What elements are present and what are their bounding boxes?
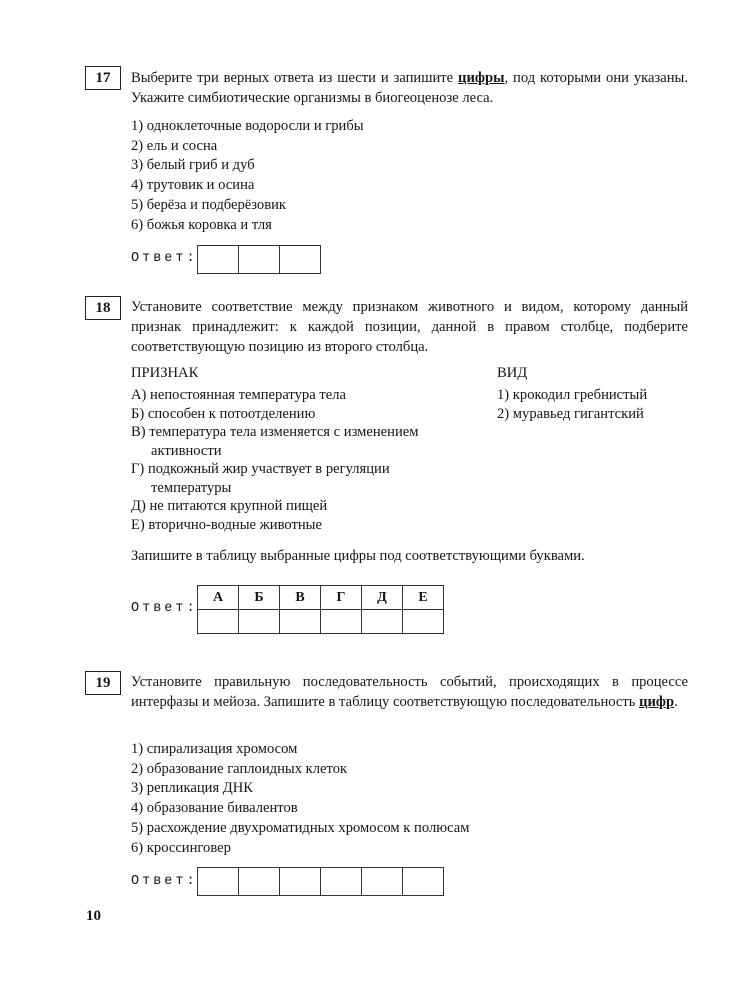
question-19-text	[131, 672, 688, 712]
question-text-part: Установите правильную последовательность событий, происходящих в процессе интерфазы и мейоза. Запишите в таблицу соответствующую последовательность	[131, 674, 688, 710]
answer-label: Ответ:	[131, 251, 198, 266]
criterion-item: Б) способен к потоотделению	[131, 405, 316, 422]
option: 3) белый гриб и дуб	[131, 157, 255, 174]
question-text-part: .	[674, 694, 678, 710]
answer-boxes-19	[197, 867, 444, 896]
option: 5) берёза и подберёзовик	[131, 196, 287, 213]
answer-cell[interactable]	[362, 868, 403, 896]
answer-label: Ответ:	[131, 601, 198, 616]
table-header-cell: Б	[239, 586, 280, 610]
species-item: 1) крокодил гребнистый	[497, 387, 648, 403]
option: 6) кроссинговер	[131, 839, 231, 856]
left-column-header: ПРИЗНАК	[131, 365, 199, 381]
table-header-cell: Е	[403, 586, 444, 610]
table-header-cell: Г	[321, 586, 362, 610]
answer-cell[interactable]	[198, 610, 239, 634]
right-column-header: ВИД	[497, 365, 528, 381]
criterion-item: Д) не питаются крупной пищей	[131, 498, 328, 514]
answer-cell[interactable]	[321, 868, 362, 896]
question-17-number: 17	[85, 66, 121, 90]
answer-boxes-17	[197, 245, 321, 274]
option: 4) трутовик и осина	[131, 177, 255, 194]
question-19-number: 19	[85, 671, 121, 695]
table-header-cell: А	[198, 586, 239, 610]
option: 4) образование бивалентов	[131, 800, 298, 817]
criterion-item: А) непостоянная температура тела	[131, 387, 346, 403]
question-text-part: Выберите три верных ответа из шести и запишите	[131, 70, 459, 86]
answer-cell[interactable]	[239, 246, 280, 274]
question-18-number: 18	[85, 296, 121, 320]
species-item: 2) муравьед гигантский	[497, 405, 644, 422]
answer-cell[interactable]	[403, 610, 444, 634]
criterion-item: В) температура тела изменяется с изменением активности	[131, 424, 419, 459]
question-18-text: Установите соответствие между признаком животного и видом, которому данный признак принадлежит: к каждой позиции, данной в правом столбце, подберите соответствующую позицию из второго столбца.	[131, 299, 688, 355]
table-instruction: Запишите в таблицу выбранные цифры под соответствующими буквами.	[131, 548, 585, 564]
question-17-options	[131, 117, 364, 235]
answer-cell[interactable]	[198, 868, 239, 896]
criterion-item: Г) подкожный жир участвует в регуляции температуры	[131, 461, 390, 496]
question-text-part: , под которыми они указаны. Укажите симбиотические организмы в биогеоценозе леса.	[131, 70, 688, 106]
answer-table-18	[197, 585, 444, 634]
option: 5) расхождение двухроматидных хромосом к полюсам	[131, 819, 470, 836]
answer-cell[interactable]	[198, 246, 239, 274]
page-number: 10	[86, 908, 101, 924]
answer-cell[interactable]	[280, 246, 321, 274]
criterion-item: Е) вторично-водные животные	[131, 516, 322, 533]
question-19-options	[131, 740, 470, 858]
answer-cell[interactable]	[239, 868, 280, 896]
option: 2) образование гаплоидных клеток	[131, 760, 348, 777]
left-column-items	[131, 386, 456, 534]
answer-cell[interactable]	[321, 610, 362, 634]
emphasis: цифры	[458, 70, 505, 86]
answer-cell[interactable]	[362, 610, 403, 634]
option: 1) спирализация хромосом	[131, 741, 298, 757]
table-header-cell: Д	[362, 586, 403, 610]
answer-cell[interactable]	[239, 610, 280, 634]
answer-cell[interactable]	[280, 868, 321, 896]
option: 1) одноклеточные водоросли и грибы	[131, 118, 364, 134]
answer-label: Ответ:	[131, 874, 198, 889]
answer-cell[interactable]	[403, 868, 444, 896]
emphasis: цифр	[639, 694, 675, 710]
answer-cell[interactable]	[280, 610, 321, 634]
option: 2) ель и сосна	[131, 137, 218, 154]
option: 6) божья коровка и тля	[131, 216, 272, 233]
question-17-text	[131, 68, 688, 108]
table-header-cell: В	[280, 586, 321, 610]
option: 3) репликация ДНК	[131, 780, 254, 797]
right-column-items	[497, 386, 647, 423]
